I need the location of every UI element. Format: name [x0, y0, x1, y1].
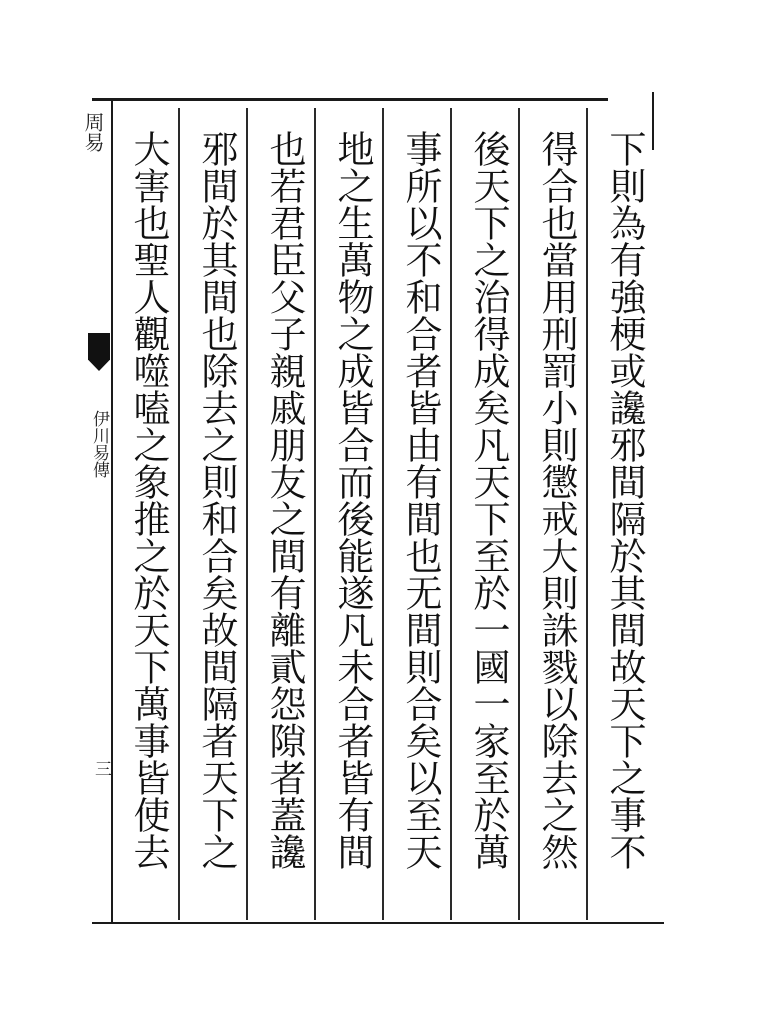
top-border — [92, 98, 608, 101]
text-column-1: 下則為有強梗或讒邪間隔於其間故天下之事不 — [603, 130, 646, 870]
text-column-4: 事所以不和合者皆由有間也无間則合矣以至天 — [399, 130, 442, 870]
text-column-8: 大害也聖人觀噬嗑之象推之於天下萬事皆使去 — [127, 130, 170, 870]
column-separator — [382, 108, 384, 920]
bottom-border — [92, 922, 664, 924]
text-column-2: 得合也當用刑罰小則懲戒大則誅戮以除去之然 — [535, 130, 578, 870]
column-separator — [586, 108, 588, 920]
left-margin-border — [111, 98, 113, 922]
fish-tail-mark — [88, 333, 110, 371]
right-border — [652, 92, 654, 150]
column-separator — [518, 108, 520, 920]
text-column-5: 地之生萬物之成皆合而後能遂凡未合者皆有間 — [331, 130, 374, 870]
column-separator — [178, 108, 180, 920]
column-separator — [450, 108, 452, 920]
volume-title: 伊川易傳 — [89, 410, 109, 478]
text-column-6: 也若君臣父子親戚朋友之間有離貳怨隙者蓋讒 — [263, 130, 306, 870]
text-column-7: 邪間於其間也除去之則和合矣故間隔者天下之 — [195, 130, 238, 870]
column-separator — [246, 108, 248, 920]
column-separator — [314, 108, 316, 920]
book-title: 周易 — [81, 112, 105, 152]
page-number: 三 — [91, 760, 111, 777]
text-column-3: 後天下之治得成矣凡天下至於一國一家至於萬 — [467, 130, 510, 870]
